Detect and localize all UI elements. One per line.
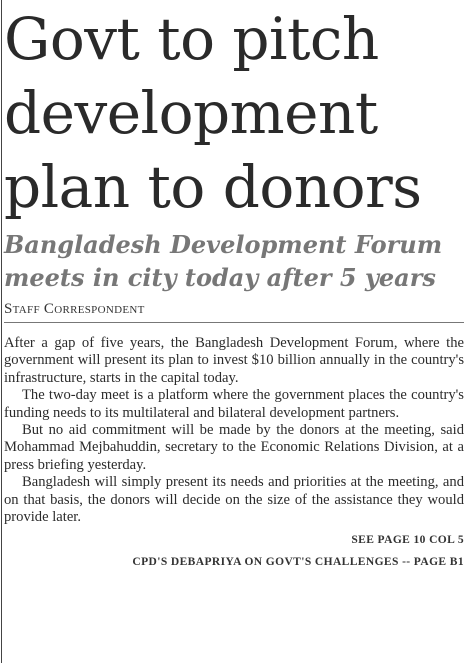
headline bbox=[4, 0, 464, 224]
paragraph: The two-day meet is a platform where the government places the country's funding needs to its multilateral and bilateral development partners. bbox=[4, 387, 464, 421]
divider bbox=[4, 322, 464, 323]
subheadline bbox=[4, 228, 464, 294]
headline-line: plan to donors bbox=[4, 153, 422, 221]
continued-jump: SEE PAGE 10 COL 5 bbox=[351, 534, 464, 547]
paragraph: Bangladesh will simply present its needs and priorities at the meeting, and on that basis, the donors will decide on the size of the assistance they would provide later. bbox=[4, 474, 464, 526]
column-rule bbox=[1, 0, 2, 663]
paragraph: After a gap of five years, the Bangladesh Development Forum, where the government will present its plan to invest $10 billion annually in the country's infrastructure, starts in the capital today. bbox=[4, 335, 464, 386]
headline-line: Govt to pitch bbox=[4, 5, 379, 73]
subheadline-line: meets in city today after 5 years bbox=[4, 263, 436, 292]
related-story-jump: CPD'S DEBAPRIYA ON GOVT'S CHALLENGES -- PAGE B1 bbox=[132, 556, 464, 569]
article-body bbox=[4, 335, 464, 526]
subheadline-line: Bangladesh Development Forum bbox=[4, 230, 443, 259]
byline: Staff Correspondent bbox=[4, 301, 145, 317]
paragraph: But no aid commitment will be made by the donors at the meeting, said Mohammad Mejbahuddin, secretary to the Economic Relations Division, at a press briefing yesterday. bbox=[4, 422, 464, 473]
headline-line: development bbox=[4, 79, 378, 147]
